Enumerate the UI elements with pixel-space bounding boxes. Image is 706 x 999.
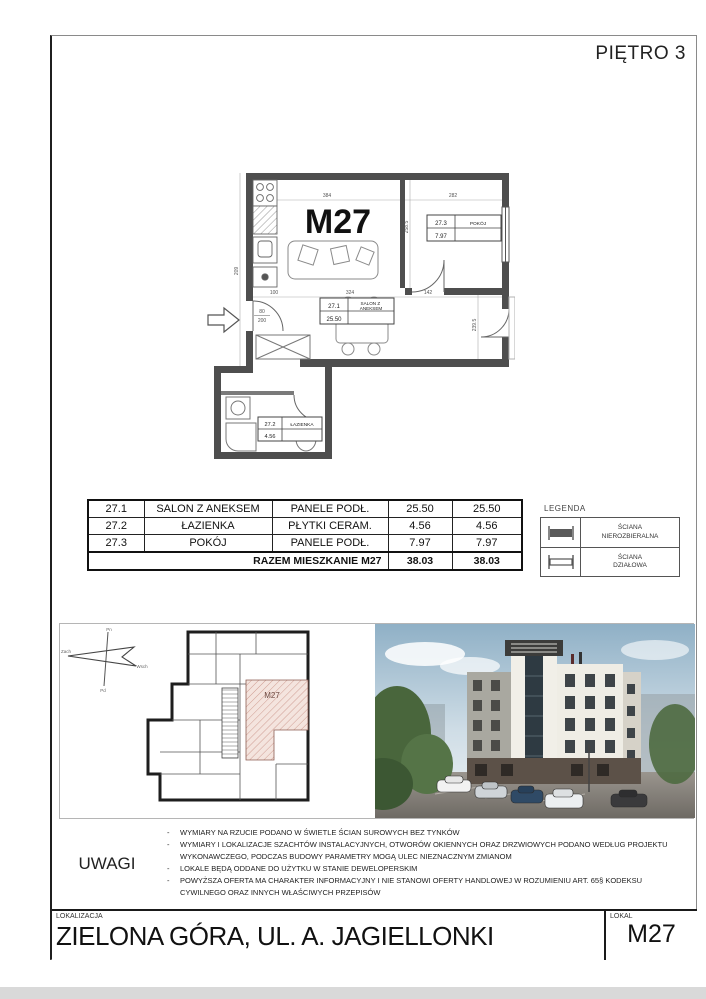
svg-text:324: 324 [345,290,355,296]
notes-list [162,819,697,909]
svg-text:80: 80 [259,309,265,315]
svg-text:SALON Z ANEKSEM: SALON Z ANEKSEM [359,301,383,311]
sofa [288,241,378,279]
adjacent-area-outline [509,297,515,359]
svg-text:258.5: 258.5 [404,220,410,234]
legend-title: LEGENDA [544,504,586,513]
svg-text:Pn: Pn [106,627,112,632]
svg-text:384: 384 [322,193,332,199]
title-block [52,909,697,960]
compass-icon [61,627,148,693]
svg-text:Zach: Zach [60,649,72,654]
svg-text:27.3: 27.3 [435,221,447,227]
svg-text:200: 200 [257,318,267,324]
building-render [375,624,695,818]
entrance-arrow-icon [208,308,239,332]
title-block-unit-cell [604,911,697,960]
title-block-location-cell [52,911,604,960]
svg-text:Wsch: Wsch [136,664,148,669]
svg-text:209: 209 [234,266,240,276]
legend-box [540,517,680,577]
note-item: - POWYŻSZA OFERTA MA CHARAKTER INFORMACYJNY I NIE STANOWI OFERTY HANDLOWEJ W ROZUMIENIU ART. 65§ KODEKSU CYWILNEGO ORAZ INNYCH WŁAŚCIWYCH PRZEPISÓW [180,875,687,899]
key-plan-panel [60,624,375,818]
svg-text:239.5: 239.5 [472,318,478,332]
legend-item-partition-wall [541,547,679,576]
svg-text:27.2: 27.2 [264,422,276,428]
main-floor-plan [200,167,515,465]
partition-wall-icon [541,548,581,576]
keyplan-unit-label: M27 [264,691,280,700]
window-symbol [502,207,509,262]
svg-text:142: 142 [423,290,433,296]
floor-label: PIĘTRO 3 [595,43,686,64]
note-item: - LOKALE BĘDĄ ODDANE DO UŻYTKU W STANIE DEWELOPERSKIM [180,863,687,875]
storey-outline [148,632,308,800]
location-panel [59,623,694,819]
location-value: ZIELONA GÓRA, UL. A. JAGIELLONKI [56,921,494,951]
table-total-row: RAZEM MIESZKANIE M27 38.03 38.03 [88,552,522,570]
note-item: - WYMIARY NA RZUCIE PODANO W ŚWIETLE ŚCIAN SUROWYCH BEZ TYNKÓW [180,827,687,839]
table-row: 27.1 SALON Z ANEKSEM PANELE PODŁ. 25.50 25.50 [88,500,522,518]
wardrobe [256,335,310,359]
table-row: 27.2 ŁAZIENKA PŁYTKI CERAM. 4.56 4.56 [88,518,522,535]
note-item: - WYMIARY I LOKALIZACJE SZACHTÓW INSTALACYJNYCH, OTWORÓW OKIENNYCH ORAZ DRZWIOWYCH PODANO WEDŁUG PROJEKTU WYKONAWCZEGO, PODCZAS BUDOWY PARAMETRY MOGĄ ULEC NIEZNACZNYM ZMIANOM [180,839,687,863]
unit-caption: LOKAL [610,913,633,920]
unit-value: M27 [627,920,676,948]
svg-text:4.56: 4.56 [264,434,276,440]
legend-item-label: ŚCIANA DZIAŁOWA [613,553,647,569]
building-render-image [375,624,695,818]
key-plan-drawing [60,624,375,818]
notes-section [52,819,697,909]
svg-text:ŁAZIENKA: ŁAZIENKA [290,423,314,428]
kitchen-fixtures [253,180,277,287]
table-row: 27.3 POKÓJ PANELE PODŁ. 7.97 7.97 [88,535,522,553]
document-frame [50,35,697,960]
area-table [87,499,523,571]
svg-text:POKÓJ: POKÓJ [469,222,487,227]
page-edge-shadow [0,987,706,999]
partition-walls [221,391,294,395]
bearing-wall-icon [541,518,581,547]
svg-text:282: 282 [448,193,458,199]
location-caption: LOKALIZACJA [56,913,103,920]
svg-text:25.50: 25.50 [326,317,342,323]
svg-text:100: 100 [269,290,279,296]
floor-plan-drawing [200,167,515,465]
room-box-salon [320,298,394,324]
legend [540,504,680,577]
plan-unit-label: M27 [304,203,372,241]
svg-text:Pd: Pd [100,688,106,693]
room-box-pokoj [427,215,501,241]
svg-text:27.1: 27.1 [328,304,340,310]
legend-item-label: ŚCIANA NIEROZBIERALNA [601,524,659,540]
legend-item-bearing-wall [541,518,679,547]
room-box-lazienka [258,417,322,441]
svg-text:7.97: 7.97 [435,234,447,240]
notes-label: UWAGI [78,854,136,873]
